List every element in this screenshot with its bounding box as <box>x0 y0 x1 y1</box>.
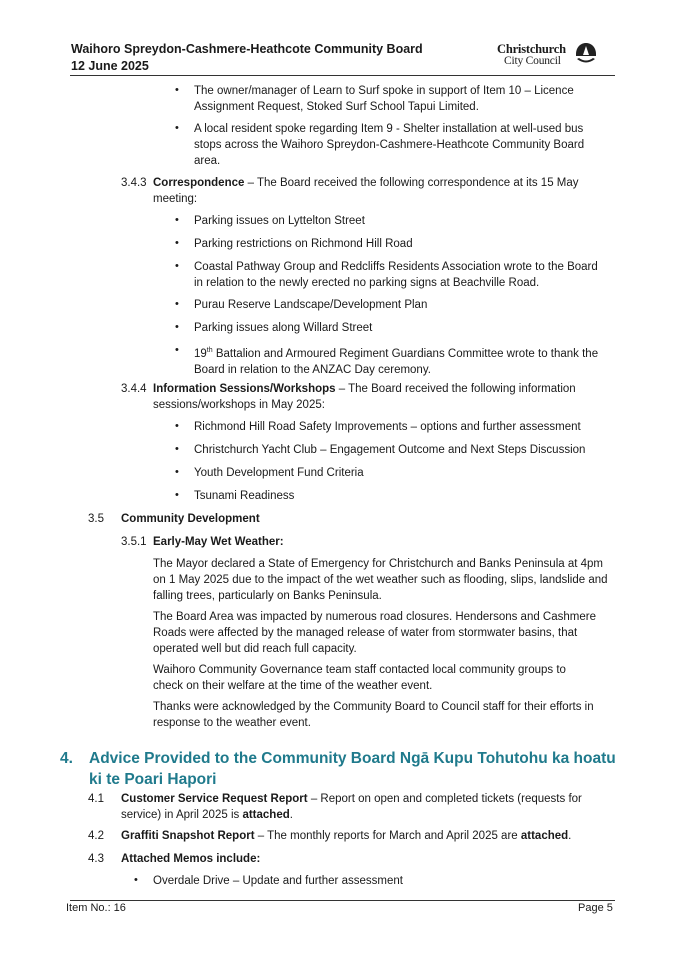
header-board-name: Waihoro Spreydon-Cashmere-Heathcote Community Board <box>71 42 423 56</box>
section-correspondence <box>153 175 603 207</box>
list-item: The owner/manager of Learn to Surf spoke in support of Item 10 – Licence Assignment Request, Stoked Surf School Tapui Limited. <box>194 85 574 113</box>
section-number: 4.1 <box>88 793 104 805</box>
bullet-glyph: • <box>175 489 179 501</box>
section-title: Early-May Wet Weather: <box>153 536 284 548</box>
bullet-glyph: • <box>175 237 179 249</box>
bullet-glyph: • <box>175 214 179 226</box>
attached-label: attached <box>242 809 290 821</box>
list-item <box>194 343 612 378</box>
section-title: Graffiti Snapshot Report <box>121 830 255 842</box>
section-number: 3.4.4 <box>121 383 147 395</box>
cathedral-logo-icon <box>574 42 598 66</box>
logo-text-line1: Christchurch <box>497 42 566 56</box>
logo-text-line2: City Council <box>504 55 561 67</box>
section-title: Attached Memos include: <box>121 853 261 865</box>
section-text: – The Board received the following information sessions/workshops in May 2025: <box>153 383 576 411</box>
bullet-glyph: • <box>175 420 179 432</box>
bullet-glyph: • <box>175 321 179 333</box>
section-number: 3.5.1 <box>121 536 147 548</box>
section-info-sessions <box>153 381 603 413</box>
section-text: – The Board received the following correspondence at its 15 May meeting: <box>153 177 579 205</box>
ordinal-suffix: th <box>206 347 213 354</box>
council-logo <box>497 42 601 68</box>
section-text: – The monthly reports for March and April 2025 are <box>254 830 521 842</box>
list-item-text: Battalion and Armoured Regiment Guardians Committee wrote to thank the Board in relation to the ANZAC Day ceremony. <box>194 347 599 376</box>
header-rule <box>70 75 615 76</box>
bullet-glyph: • <box>175 298 179 310</box>
section-number: 4.3 <box>88 853 104 865</box>
document-header <box>71 41 423 75</box>
list-item: Coastal Pathway Group and Redcliffs Residents Association wrote to the Board in relation to the newly erected no parking signs at Beachville Road. <box>194 261 598 289</box>
footer-item-number: Item No.: 16 <box>66 902 126 914</box>
section-graffiti <box>121 828 611 844</box>
footer-rule <box>70 900 615 901</box>
paragraph: Thanks were acknowledged by the Community Board to Council staff for their efforts in response to the weather event. <box>153 701 594 729</box>
section-number: 4. <box>60 750 73 767</box>
ordinal-number: 19 <box>194 347 207 360</box>
bullet-glyph: • <box>175 466 179 478</box>
bullet-glyph: • <box>175 122 179 134</box>
section-title: Customer Service Request Report <box>121 793 308 805</box>
footer-page-number: Page 5 <box>578 902 613 914</box>
section-title: Community Development <box>121 513 260 525</box>
bullet-glyph: • <box>175 344 179 356</box>
section-text: – Report on open and completed tickets (requests for service) in April 2025 is <box>121 793 582 821</box>
paragraph: The Board Area was impacted by numerous road closures. Hendersons and Cashmere Roads were affected by the managed release of water from stormwater basins, that operated well but did reach full capacity. <box>153 611 596 655</box>
bullet-glyph: • <box>175 443 179 455</box>
section-title: Correspondence <box>153 177 245 189</box>
section-number: 3.4.3 <box>121 177 147 189</box>
list-item: Youth Development Fund Criteria <box>194 467 364 479</box>
bullet-glyph: • <box>134 874 138 886</box>
list-item: Overdale Drive – Update and further assessment <box>153 875 403 887</box>
section-number: 4.2 <box>88 830 104 842</box>
bullet-glyph: • <box>175 260 179 272</box>
list-item: Parking issues along Willard Street <box>194 322 373 334</box>
paragraph: The Mayor declared a State of Emergency for Christchurch and Banks Peninsula at 4pm on 1 May 2025 due to the impact of the wet weather such as flooding, slips, landslide and falling trees, particularly on Banks Peninsula. <box>153 558 608 602</box>
list-item: A local resident spoke regarding Item 9 - Shelter installation at well-used bus stops across the Waihoro Spreydon-Cashmere-Heathcote Community Board area. <box>194 123 585 167</box>
attached-label: attached <box>520 830 569 842</box>
section-customer-service <box>121 791 601 823</box>
list-item: Christchurch Yacht Club – Engagement Outcome and Next Steps Discussion <box>194 444 586 456</box>
section-heading: Advice Provided to the Community Board Ngā Kupu Tohutohu ka hoatu ki te Poari Hapori <box>89 750 616 788</box>
section-number: 3.5 <box>88 513 104 525</box>
section-title: Information Sessions/Workshops <box>153 383 336 395</box>
list-item: Richmond Hill Road Safety Improvements – options and further assessment <box>194 421 581 433</box>
list-item: Purau Reserve Landscape/Development Plan <box>194 299 428 311</box>
section-text-end: . <box>568 830 572 842</box>
section-text-end: . <box>289 809 293 821</box>
header-date: 12 June 2025 <box>71 59 149 73</box>
list-item: Tsunami Readiness <box>194 490 295 502</box>
list-item: Parking issues on Lyttelton Street <box>194 215 365 227</box>
bullet-glyph: • <box>175 84 179 96</box>
list-item: Parking restrictions on Richmond Hill Road <box>194 238 413 250</box>
paragraph: Waihoro Community Governance team staff contacted local community groups to check on their welfare at the time of the weather event. <box>153 664 566 692</box>
